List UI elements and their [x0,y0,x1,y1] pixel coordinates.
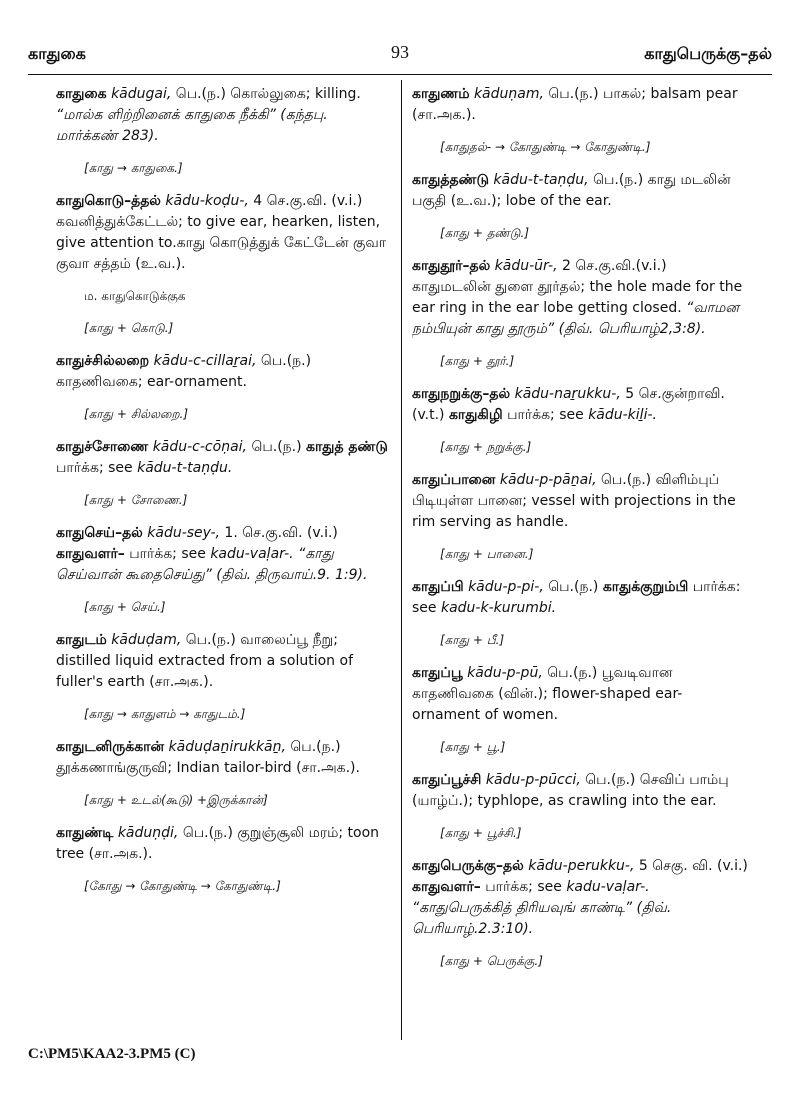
etymology: [காது + உடல்(கூடு) +இருக்கான்] [84,793,268,807]
headword: காதுசெய்–தல் [56,525,143,541]
headword: காதுடனிருக்கான் [56,739,165,755]
transliteration: kāduḍam, [111,632,182,648]
headword: காதுகை [56,86,107,102]
definition-see: பார்க்க: see [412,579,741,616]
dictionary-entry [412,170,748,212]
etymology: [காது + பூ.] [440,740,506,754]
headword: காதுண்டி [56,825,114,841]
transliteration: kādu-p-pāṉai, [499,472,597,488]
definition: பெ.(ந.) பூவடிவான காதணிவகை (வின்.); flower-shaped ear-ornament of women. [412,665,683,723]
dictionary-entry [412,577,748,619]
see-transliteration: kadu-k-kurumbi. [440,600,557,616]
definition: பெ.(ந.) விளிம்புப் பிடியுள்ள பானை; vessel with projections in the rim serving as handle. [412,472,736,530]
headword: காதுப்பானை [412,472,496,488]
dictionary-entry [56,351,392,393]
headword: காதுணம் [412,86,470,102]
definition-see: பார்க்க; see [502,407,589,423]
etymology: [காது + பீ.] [440,633,505,647]
cross-reference: காதுத் தண்டு [306,439,388,455]
headword: காதுநறுக்கு–தல் [412,386,511,402]
dictionary-entry [412,663,748,726]
headword: காதுச்சில்லறை [56,353,150,369]
definition: பெ.(ந.) [543,579,603,595]
etymology: [காது + சோணை.] [84,493,188,507]
etymology: [காது + கொடு.] [84,321,174,335]
citation-quote: “மால்க ளிற்றினைக் காதுகை நீக்கி” (கந்தபு. மார்க்கண் 283). [56,107,328,144]
dictionary-entry [56,737,392,779]
transliteration: kāduṇḍi, [117,825,179,841]
headword: காதுப்பூச்சி [412,772,482,788]
etymology: [காது + பானை.] [440,547,534,561]
cross-reference: காதுகிழி [448,407,503,423]
dictionary-entry [412,856,748,940]
headword: காதுடம் [56,632,107,648]
definition: பெ.(ந.) வாலைப்பூ நீறு; distilled liquid extracted from a solution of fuller's earth (சா.அக.). [56,632,354,690]
definition: பெ.(ந.) காது மடலின் பகுதி (உ.வ.); lobe of the ear. [412,172,731,209]
definition-see: பார்க்க; see [124,546,211,562]
cross-reference: காதுவளர்– [56,546,125,562]
etymology: [காது + தூர்.] [440,354,515,368]
transliteration: kādu-p-pūcci, [485,772,581,788]
headword: காதுச்சோணை [56,439,149,455]
citation-quote: “காதுபெருக்கித் திரியவுங் காண்டி” (திவ். பெரியாழ்.2.3:10). [412,900,672,937]
dictionary-entry [412,256,748,340]
dictionary-entry [56,84,392,147]
see-transliteration: kādu-kiḻi-. [588,407,657,423]
dictionary-entry [56,191,392,275]
definition-see: பார்க்க; see [480,879,567,895]
right-column [412,84,748,1042]
page-number: 93 [391,42,409,62]
dictionary-entry [412,470,748,533]
definition: பெ.(ந.) கொல்லுகை; killing. [171,86,361,102]
definition: பெ.(ந.) செவிப் பாம்பு (யாழ்ப்.); typhlope, as crawling into the ear. [412,772,729,809]
cross-reference: காதுக்குறும்பி [602,579,689,595]
etymology: [காது + செய்.] [84,600,166,614]
header-right-guide-word: காதுபெருக்கு–தல் [644,44,772,63]
dictionary-entry [412,770,748,812]
footer-file-path: C:\PM5\KAA2-3.PM5 (C) [28,1046,196,1062]
headword: காதுகொடு–த்தல் [56,193,161,209]
page-header [28,44,772,75]
transliteration: kāduḍaṉirukkāṉ, [168,739,286,755]
transliteration: kādugai, [111,86,172,102]
transliteration: kādu-t-taṇḍu, [493,172,589,188]
definition-see: பார்க்க; see [56,460,138,476]
citation-quote: “காது செய்வான் கூதைசெய்து” (திவ். திருவாய்.9. 1:9). [56,546,368,583]
headword: காதுத்தண்டு [412,172,489,188]
headword: காதுபெருக்கு–தல் [412,858,524,874]
etymology: [கோது → கோதுண்டி → கோதுண்டி.] [84,879,281,893]
column-divider [401,80,402,1040]
definition: பெ.(ந.) [247,439,307,455]
dictionary-entry [56,630,392,693]
transliteration: kādu-perukku-, [528,858,635,874]
definition: 5 செகு. வி. (v.i.) [634,858,748,874]
header-left-guide-word: காதுகை [28,44,86,63]
transliteration: kādu-c-cillaṟai, [153,353,257,369]
cross-reference: காதுவளர்– [412,879,481,895]
left-column [56,84,392,1042]
dictionary-entry [56,437,392,479]
dictionary-entry [56,523,392,586]
headword: காதுதூர்–தல் [412,258,491,274]
etymology: [காது + பூச்சி.] [440,826,522,840]
transliteration: kādu-c-cōṇai, [152,439,247,455]
definition: 5 செ.குன்றாவி. (v.t.) [412,386,725,423]
see-transliteration: kadu-vaḷar-. [566,879,650,895]
definition: பெ.(ந.) பாகல்; balsam pear (சா.அக.). [412,86,738,123]
transliteration: kādu-sey-, [147,525,220,541]
transliteration: kādu-ūr-, [494,258,558,274]
dictionary-entry [412,84,748,126]
etymology: [காது + தண்டு.] [440,226,530,240]
headword: காதுப்பி [412,579,464,595]
etymology: [காதுதல்- → கோதுண்டி → கோதுண்டி.] [440,140,651,154]
definition: பெ.(ந.) காதணிவகை; ear-ornament. [56,353,312,390]
see-transliteration: kādu-t-taṇḍu. [137,460,233,476]
definition: பெ.(ந.) குறுஞ்சூலி மரம்; toon tree (சா.அக.). [56,825,380,862]
transliteration: kāduṇam, [473,86,544,102]
definition: 2 செ.கு.வி.(v.i.) காதுமடலின் துளை தூர்தல்; the hole made for the ear ring in the ear lobe getting closed. [412,258,743,316]
transliteration: kādu-koḍu-, [165,193,249,209]
transliteration: kādu-naṟukku-, [514,386,621,402]
etymology: [காது → காதுகை.] [84,161,183,175]
transliteration: kādu-p-pi-, [468,579,544,595]
etymology: [காது + நறுக்கு.] [440,440,532,454]
dictionary-entry [412,384,748,426]
definition: 1. செ.கு.வி. (v.i.) [219,525,338,541]
definition: பெ.(ந.) தூக்கணாங்குருவி; Indian tailor-bird (சா.அக.). [56,739,360,776]
etymology: [காது + பெருக்கு.] [440,954,543,968]
headword: காதுப்பூ [412,665,463,681]
dictionary-entry [56,823,392,865]
etymology: [காது + சில்லறை.] [84,407,189,421]
etymology: [காது → காதுளம் → காதுடம்.] [84,707,246,721]
citation-quote: “வாமன நம்பியுன் காது தூரும்” (திவ். பெரியாழ்2,3:8). [412,300,739,337]
cognate: ம. காதுகொடுக்குக [84,289,186,303]
definition: 4 செ.கு.வி. (v.i.) கவனித்துக்கேட்டல்; to give ear, hearken, listen, give attention to.காது கொடுத்துக் கேட்டேன் குவா குவா சத்தம் (உ.வ.). [56,193,387,272]
transliteration: kādu-p-pū, [467,665,543,681]
see-transliteration: kadu-vaḷar-. [210,546,294,562]
